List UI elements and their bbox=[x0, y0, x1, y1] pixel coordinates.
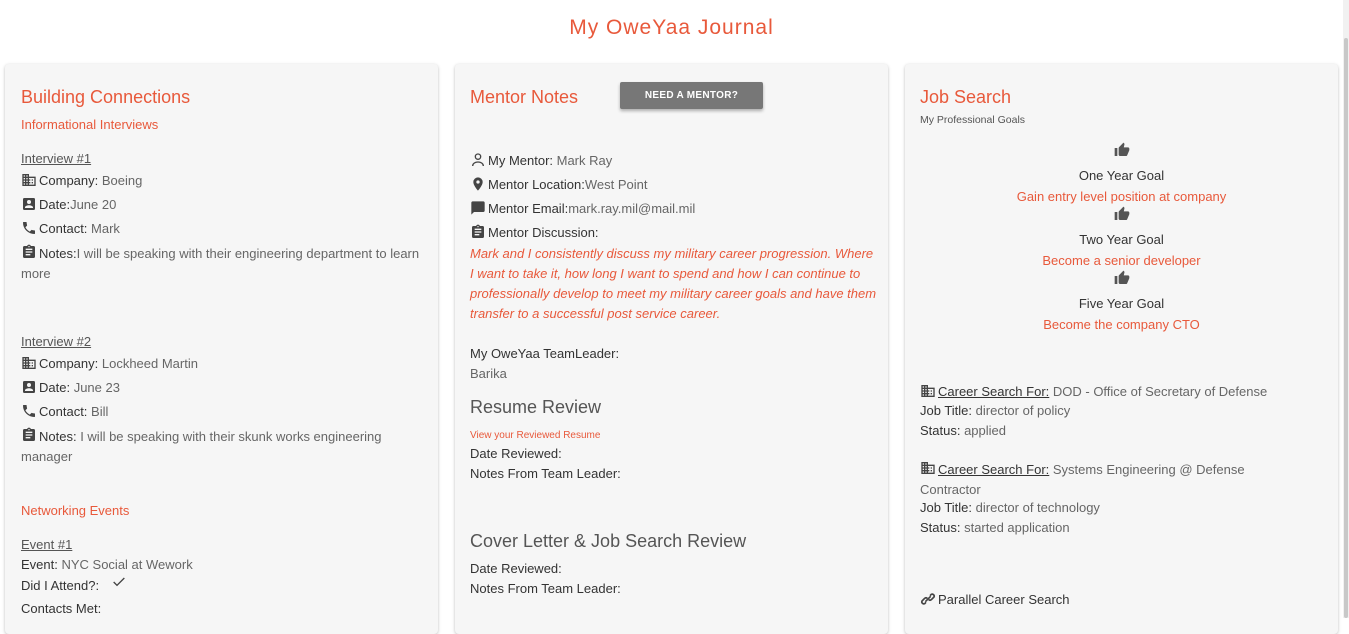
networking-events-title: Networking Events bbox=[21, 503, 130, 518]
contact-value: Mark bbox=[87, 220, 120, 236]
notes-label: Notes: bbox=[39, 246, 77, 261]
status-label: Status: bbox=[920, 520, 961, 535]
date-value: June 20 bbox=[70, 196, 117, 212]
my-mentor-row bbox=[470, 152, 612, 168]
informational-interviews-title: Informational Interviews bbox=[21, 117, 159, 132]
job-title-value: director of policy bbox=[972, 403, 1071, 418]
career-search-1-for bbox=[920, 383, 1267, 399]
person-icon bbox=[470, 152, 486, 168]
phone-icon bbox=[21, 220, 37, 236]
page-scrollbar[interactable] bbox=[1343, 0, 1349, 618]
goal-value: Become the company CTO bbox=[1043, 317, 1200, 332]
career-search-for-label[interactable]: Career Search For: bbox=[938, 383, 1050, 399]
notes-value: I will be speaking with their engineering department to learn more bbox=[21, 246, 420, 281]
clipboard-icon bbox=[21, 244, 37, 260]
event-1-heading[interactable]: Event #1 bbox=[21, 537, 73, 552]
interview-1-heading[interactable]: Interview #1 bbox=[21, 151, 92, 166]
interview-2-notes bbox=[21, 427, 421, 467]
interview-1-date bbox=[21, 196, 116, 212]
mentor-discussion-text: Mark and I consistently discuss my military career progression. Where I want to take it, how long I want to spend and how I can continue to professionally develop to meet my military career goals and have them transfer to a successful post service career. bbox=[470, 246, 877, 321]
building-icon bbox=[21, 355, 37, 371]
building-connections-title: Building Connections bbox=[21, 87, 191, 107]
interview-1-notes bbox=[21, 244, 421, 284]
teamleader-value: Barika bbox=[470, 366, 507, 381]
interview-2-contact bbox=[21, 403, 108, 419]
mentor-notes-title: Mentor Notes bbox=[470, 87, 579, 107]
clipboard-icon bbox=[21, 427, 37, 443]
job-search-card bbox=[905, 64, 1338, 634]
job-search-title: Job Search bbox=[920, 87, 1012, 107]
scrollbar-thumb[interactable] bbox=[1344, 38, 1348, 618]
mentor-notes-card bbox=[455, 64, 888, 634]
event-1-name bbox=[21, 557, 193, 572]
mentor-email-row bbox=[470, 200, 695, 216]
job-title-label: Job Title: bbox=[920, 403, 973, 418]
contact-label: Contact: bbox=[39, 403, 88, 419]
company-value: Lockheed Martin bbox=[98, 355, 198, 371]
company-value: Boeing bbox=[98, 172, 143, 188]
career-search-2-title bbox=[920, 500, 1100, 515]
interview-2-heading[interactable]: Interview #2 bbox=[21, 334, 92, 349]
contacts-met-label: Contacts Met: bbox=[21, 601, 102, 616]
building-icon bbox=[21, 172, 37, 188]
goal-five-year bbox=[905, 270, 1338, 332]
career-search-for-label[interactable]: Career Search For: bbox=[938, 462, 1050, 477]
building-icon bbox=[920, 460, 936, 476]
interview-2-date bbox=[21, 379, 120, 395]
status-label: Status: bbox=[920, 423, 961, 438]
thumbs-up-icon bbox=[1114, 142, 1130, 158]
my-mentor-label: My Mentor: bbox=[488, 152, 554, 168]
goal-value: Become a senior developer bbox=[1042, 253, 1201, 268]
contact-value: Bill bbox=[87, 403, 109, 419]
job-title-label: Job Title: bbox=[920, 500, 973, 515]
event-value: NYC Social at Wework bbox=[57, 557, 193, 572]
attend-label: Did I Attend?: bbox=[21, 578, 100, 593]
notes-value: I will be speaking with their skunk works engineering manager bbox=[21, 429, 386, 464]
event-1-attended bbox=[21, 578, 129, 593]
teamleader-label: My OweYaa TeamLeader: bbox=[470, 346, 620, 361]
mentor-location-row bbox=[470, 176, 647, 192]
link-icon bbox=[920, 591, 936, 607]
career-search-for-value: Systems Engineering @ Defense Contractor bbox=[920, 462, 1245, 497]
contact-label: Contact: bbox=[39, 220, 88, 236]
check-icon bbox=[111, 574, 127, 590]
goal-label: Two Year Goal bbox=[1079, 232, 1164, 247]
contact-card-icon bbox=[21, 379, 37, 395]
interview-1-contact bbox=[21, 220, 120, 236]
career-search-1-title bbox=[920, 403, 1070, 418]
parallel-career-search-label: Parallel Career Search bbox=[938, 591, 1070, 607]
resume-date-reviewed: Date Reviewed: bbox=[470, 446, 562, 461]
date-label: Date: bbox=[39, 379, 71, 395]
location-pin-icon bbox=[470, 176, 486, 192]
mentor-email-value[interactable]: mark.ray.mil@mail.mil bbox=[568, 200, 696, 216]
parallel-career-search bbox=[920, 591, 1070, 607]
building-icon bbox=[920, 383, 936, 399]
phone-icon bbox=[21, 403, 37, 419]
chat-icon bbox=[470, 200, 486, 216]
thumbs-up-icon bbox=[1114, 206, 1130, 222]
cover-letter-review-title: Cover Letter & Job Search Review bbox=[470, 531, 747, 551]
goal-two-year bbox=[905, 206, 1338, 268]
mentor-location-value: West Point bbox=[584, 176, 648, 192]
professional-goals-title: My Professional Goals bbox=[920, 114, 1026, 126]
event-1-contacts bbox=[21, 601, 101, 616]
contact-card-icon bbox=[21, 196, 37, 212]
goal-value: Gain entry level position at company bbox=[1016, 189, 1227, 204]
company-label: Company: bbox=[39, 355, 99, 371]
status-value: applied bbox=[960, 423, 1007, 438]
clipboard-icon bbox=[470, 224, 486, 240]
goal-label: Five Year Goal bbox=[1078, 296, 1165, 311]
building-connections-card bbox=[5, 64, 438, 634]
thumbs-up-icon bbox=[1114, 270, 1130, 286]
status-value: started application bbox=[960, 520, 1070, 535]
resume-notes-from-team-leader: Notes From Team Leader: bbox=[470, 466, 621, 481]
career-search-1-status bbox=[920, 423, 1006, 438]
career-search-2-for bbox=[920, 460, 1280, 500]
event-label: Event: bbox=[21, 557, 58, 572]
my-mentor-value: Mark Ray bbox=[553, 152, 613, 168]
career-search-for-value: DOD - Office of Secretary of Defense bbox=[1049, 383, 1268, 399]
company-label: Company: bbox=[39, 172, 99, 188]
goal-label: One Year Goal bbox=[1078, 168, 1165, 183]
career-search-2-status bbox=[920, 520, 1070, 535]
mentor-email-label: Mentor Email: bbox=[488, 200, 569, 216]
goal-one-year bbox=[905, 142, 1338, 204]
mentor-discussion-label: Mentor Discussion: bbox=[488, 224, 599, 240]
date-label: Date: bbox=[39, 196, 71, 212]
interview-1-company bbox=[21, 172, 142, 188]
interview-2-company bbox=[21, 355, 198, 371]
page-title: My OweYaa Journal bbox=[569, 16, 774, 39]
resume-review-title: Resume Review bbox=[470, 397, 602, 417]
cover-date-reviewed: Date Reviewed: bbox=[470, 561, 562, 576]
date-value: June 23 bbox=[70, 379, 120, 395]
job-title-value: director of technology bbox=[972, 500, 1100, 515]
notes-label: Notes: bbox=[39, 429, 77, 444]
view-reviewed-resume-link[interactable]: View your Reviewed Resume bbox=[470, 430, 601, 441]
mentor-discussion-row bbox=[470, 224, 599, 240]
cover-notes-from-team-leader: Notes From Team Leader: bbox=[470, 581, 621, 596]
mentor-location-label: Mentor Location: bbox=[488, 176, 585, 192]
need-a-mentor-button[interactable]: NEED A MENTOR? bbox=[620, 82, 763, 109]
